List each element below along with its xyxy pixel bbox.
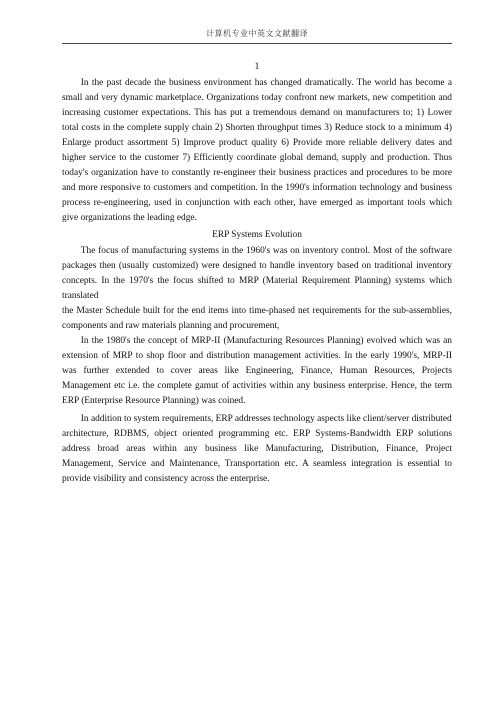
- document-body: [62, 60, 452, 487]
- paragraph-architecture: architecture, RDBMS, object oriented programming etc. ERP Systems-Bandwidth ERP solutions address broad areas within any business like Manufacturing, Distribution, Finance, Project Management, Service and Maintenance, Transportation etc. A seamless integration is essential to provide visibility and consistency across the enterprise.: [62, 429, 452, 484]
- page-header: 计算机专业中英文文献翻译: [62, 28, 452, 44]
- paragraph-1960s: The focus of manufacturing systems in the 1960's was on inventory control. Most of the software packages then (usually customized) were designed to handle inventory based on traditional inventory concepts. In the 1970's the focus shifted to MRP (Material Requirement Planning) systems which translated: [62, 246, 452, 301]
- paragraph-1980s: In the 1980's the concept of MRP-II (Manufacturing Resources Planning) evolved which was an extension of MRP to shop floor and distribution management activities. In the early 1990's, MRP-II was further extended to cover areas like Engineering, Finance, Human Resources, Projects Management etc i.e. the complete gamut of activities within any business enterprise. Hence, the term ERP (Enterprise Resource Planning) was coined.: [62, 336, 452, 406]
- paragraph-intro: In the past decade the business environment has changed dramatically. The world has become a small and very dynamic marketplace. Organizations today confront new markets, new competition and increasing customer expectations. This has put a tremendous demand on manufacturers to; 1) Lower total costs in the complete supply chain 2) Shorten throughput times 3) Reduce stock to a minimum 4) Enlarge product assortment 5) Improve product quality 6) Provide more reliable delivery dates and higher service to the customer 7) Efficiently coordinate global demand, supply and production. Thus today's organization have to constantly re-engineer their business practices and procedures to be more and more responsive to customers and competition. In the 1990's information technology and business process re-engineering, used in conjunction with each other, have emerged as important tools which give organizations the leading edge.: [62, 78, 452, 223]
- paragraph-system-requirements: In addition to system requirements, ERP addresses technology aspects like client/server distributed: [80, 414, 452, 424]
- paragraph-master-schedule: the Master Schedule built for the end items into time-phased net requirements for the sub-assemblies, components and raw materials planning and procurement,: [62, 306, 452, 331]
- section-heading: ERP Systems Evolution: [212, 230, 302, 240]
- section-number: 1: [254, 62, 260, 72]
